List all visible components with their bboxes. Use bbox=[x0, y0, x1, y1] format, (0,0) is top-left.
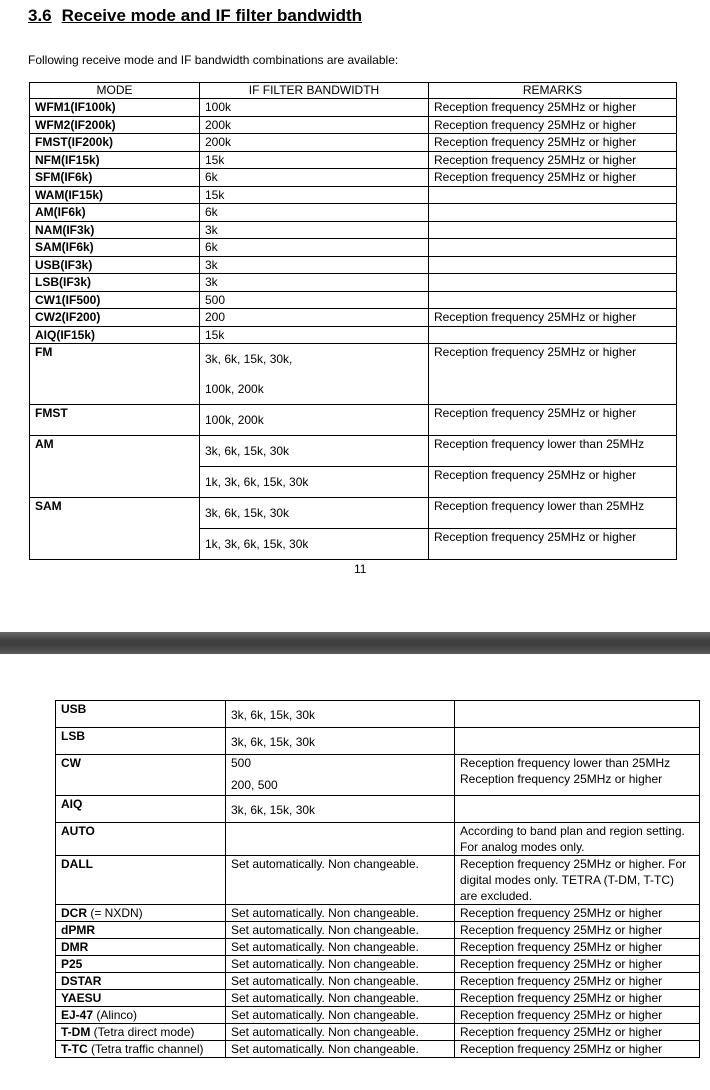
remark-cell: Reception frequency 25MHz or higher bbox=[429, 134, 677, 152]
mode-note: (Tetra direct mode) bbox=[90, 1025, 195, 1039]
table-row bbox=[30, 239, 677, 257]
bandwidth-cell: 1k, 3k, 6k, 15k, 30k bbox=[200, 529, 429, 560]
table-row bbox=[30, 151, 677, 169]
bandwidth-cell: 3k, 6k, 15k, 30k, bbox=[200, 344, 429, 375]
table-row bbox=[56, 905, 700, 922]
bandwidth-cell: 100k bbox=[200, 99, 429, 117]
mode-name: DSTAR bbox=[61, 974, 102, 988]
remark-cell bbox=[429, 221, 677, 239]
remark-cell: Reception frequency 25MHz or higher bbox=[429, 116, 677, 134]
mode-note: (= NXDN) bbox=[87, 906, 143, 920]
bandwidth-cell: Set automatically. Non changeable. bbox=[226, 922, 455, 939]
bandwidth-cell: 100k, 200k bbox=[200, 374, 429, 405]
remark-cell: Reception frequency 25MHz or higher bbox=[455, 1041, 700, 1058]
section-number: 3.6 bbox=[28, 6, 52, 25]
remark-cell: Reception frequency 25MHz or higher bbox=[429, 99, 677, 117]
bandwidth-cell: Set automatically. Non changeable. bbox=[226, 1007, 455, 1024]
bandwidth-cell: 6k bbox=[200, 169, 429, 187]
mode-bandwidth-table bbox=[29, 82, 677, 560]
bandwidth-cell: 200k bbox=[200, 116, 429, 134]
mode-note: (Tetra traffic channel) bbox=[87, 1042, 204, 1056]
bandwidth-cell: 6k bbox=[200, 204, 429, 222]
mode-name: dPMR bbox=[61, 923, 95, 937]
header-bandwidth: IF FILTER BANDWIDTH bbox=[200, 83, 429, 99]
remark-cell bbox=[455, 755, 700, 796]
remark-cell: Reception frequency 25MHz or higher bbox=[455, 973, 700, 990]
table-row bbox=[56, 823, 700, 856]
bandwidth-cell: 1k, 3k, 6k, 15k, 30k bbox=[200, 467, 429, 498]
table-row bbox=[30, 169, 677, 187]
table-row bbox=[30, 134, 677, 152]
table-row bbox=[30, 116, 677, 134]
table-row bbox=[30, 274, 677, 292]
bandwidth-cell: 6k bbox=[200, 239, 429, 257]
mode-cell: AIQ bbox=[56, 796, 226, 823]
remark-cell bbox=[429, 326, 677, 344]
remark-cell bbox=[429, 256, 677, 274]
mode-cell: FM bbox=[30, 344, 200, 405]
section-title: Receive mode and IF filter bandwidth bbox=[61, 6, 363, 25]
remark-cell: Reception frequency lower than 25MHz bbox=[429, 436, 677, 467]
table-row bbox=[30, 344, 677, 375]
remark-cell bbox=[455, 701, 700, 728]
remark-cell: Reception frequency 25MHz or higher bbox=[429, 467, 677, 498]
mode-name: P25 bbox=[61, 957, 83, 971]
remark-cell bbox=[429, 239, 677, 257]
bandwidth-cell: 3k bbox=[200, 274, 429, 292]
remark-cell: Reception frequency 25MHz or higher bbox=[455, 922, 700, 939]
mode-cell: SFM(IF6k) bbox=[30, 169, 200, 187]
table-row bbox=[56, 701, 700, 728]
remark-cell bbox=[455, 728, 700, 755]
bandwidth-cell: 200k bbox=[200, 134, 429, 152]
table-row bbox=[30, 256, 677, 274]
remark-cell: Reception frequency 25MHz or higher bbox=[455, 1007, 700, 1024]
remark-cell bbox=[455, 796, 700, 823]
mode-name: T-TC bbox=[61, 1042, 88, 1056]
bandwidth-cell: Set automatically. Non changeable. bbox=[226, 1024, 455, 1041]
remark-cell: Reception frequency 25MHz or higher bbox=[429, 529, 677, 560]
mode-cell bbox=[56, 922, 226, 939]
table-row bbox=[30, 221, 677, 239]
bandwidth-cell: Set automatically. Non changeable. bbox=[226, 956, 455, 973]
mode-cell: CW2(IF200) bbox=[30, 309, 200, 327]
mode-name: T-DM bbox=[61, 1025, 91, 1039]
mode-cell bbox=[56, 956, 226, 973]
mode-name: EJ-47 bbox=[61, 1008, 94, 1022]
remark-cell: Reception frequency 25MHz or higher bbox=[455, 905, 700, 922]
mode-cell: NAM(IF3k) bbox=[30, 221, 200, 239]
bandwidth-cell: 15k bbox=[200, 186, 429, 204]
bandwidth-cell: 3k, 6k, 15k, 30k bbox=[226, 796, 455, 823]
bandwidth-line: 500 bbox=[231, 756, 252, 770]
mode-note: (Alinco) bbox=[93, 1008, 138, 1022]
table-row bbox=[56, 796, 700, 823]
remark-cell: Reception frequency lower than 25MHz bbox=[429, 498, 677, 529]
bandwidth-cell: 100k, 200k bbox=[200, 405, 429, 436]
bandwidth-cell: Set automatically. Non changeable. bbox=[226, 856, 455, 905]
header-mode: MODE bbox=[30, 83, 200, 99]
table-row bbox=[56, 973, 700, 990]
remark-cell bbox=[429, 274, 677, 292]
mode-cell bbox=[56, 1024, 226, 1041]
table-row bbox=[30, 405, 677, 436]
header-remarks: REMARKS bbox=[429, 83, 677, 99]
bandwidth-cell: Set automatically. Non changeable. bbox=[226, 939, 455, 956]
bandwidth-cell: 3k, 6k, 15k, 30k bbox=[200, 498, 429, 529]
page-number: 11 bbox=[354, 562, 367, 576]
mode-cell: SAM bbox=[30, 498, 200, 560]
table-row bbox=[30, 291, 677, 309]
mode-cell: NFM(IF15k) bbox=[30, 151, 200, 169]
mode-bandwidth-table-continued bbox=[55, 700, 700, 1058]
table-row bbox=[56, 1024, 700, 1041]
table-row bbox=[56, 922, 700, 939]
table-row bbox=[56, 1007, 700, 1024]
mode-cell: AUTO bbox=[56, 823, 226, 856]
remark-cell bbox=[429, 186, 677, 204]
bandwidth-cell: Set automatically. Non changeable. bbox=[226, 990, 455, 1007]
mode-cell bbox=[56, 973, 226, 990]
mode-name: YAESU bbox=[61, 991, 102, 1005]
table-row bbox=[56, 755, 700, 796]
mode-cell: USB bbox=[56, 701, 226, 728]
mode-cell: WFM2(IF200k) bbox=[30, 116, 200, 134]
remark-cell: Reception frequency 25MHz or higher bbox=[455, 939, 700, 956]
mode-cell: USB(IF3k) bbox=[30, 256, 200, 274]
table-row bbox=[30, 204, 677, 222]
bandwidth-cell: 3k, 6k, 15k, 30k bbox=[200, 436, 429, 467]
remark-cell: Reception frequency 25MHz or higher bbox=[455, 956, 700, 973]
mode-cell: LSB(IF3k) bbox=[30, 274, 200, 292]
remark-cell: Reception frequency 25MHz or higher bbox=[429, 405, 677, 436]
bandwidth-cell: 3k, 6k, 15k, 30k bbox=[226, 701, 455, 728]
table-row bbox=[56, 856, 700, 905]
bandwidth-cell: Set automatically. Non changeable. bbox=[226, 973, 455, 990]
table-row bbox=[30, 436, 677, 467]
mode-cell: CW1(IF500) bbox=[30, 291, 200, 309]
table-row bbox=[56, 990, 700, 1007]
mode-name: DMR bbox=[61, 940, 89, 954]
remark-cell: According to band plan and region setting. For analog modes only. bbox=[455, 823, 700, 856]
table-row bbox=[30, 326, 677, 344]
bandwidth-cell: 15k bbox=[200, 326, 429, 344]
mode-cell: DALL bbox=[56, 856, 226, 905]
mode-cell: AM bbox=[30, 436, 200, 498]
mode-cell bbox=[56, 1041, 226, 1058]
bandwidth-line: 200, 500 bbox=[231, 778, 278, 792]
remark-cell: Reception frequency 25MHz or higher bbox=[455, 1024, 700, 1041]
remark-line: Reception frequency 25MHz or higher bbox=[460, 772, 663, 786]
remark-cell: Reception frequency 25MHz or higher bbox=[429, 169, 677, 187]
bandwidth-cell: 200 bbox=[200, 309, 429, 327]
remark-cell: Reception frequency 25MHz or higher bbox=[429, 309, 677, 327]
mode-name: DCR bbox=[61, 906, 87, 920]
bandwidth-cell bbox=[226, 823, 455, 856]
mode-cell: AM(IF6k) bbox=[30, 204, 200, 222]
table-row bbox=[56, 939, 700, 956]
table-row bbox=[30, 99, 677, 117]
mode-cell bbox=[56, 990, 226, 1007]
bandwidth-cell: 15k bbox=[200, 151, 429, 169]
bandwidth-cell: 3k bbox=[200, 221, 429, 239]
remark-line: Reception frequency lower than 25MHz bbox=[460, 756, 671, 770]
bandwidth-cell: Set automatically. Non changeable. bbox=[226, 1041, 455, 1058]
remark-cell: Reception frequency 25MHz or higher bbox=[429, 344, 677, 405]
mode-cell: CW bbox=[56, 755, 226, 796]
table-row bbox=[56, 728, 700, 755]
table-row bbox=[30, 186, 677, 204]
table-row bbox=[56, 956, 700, 973]
mode-cell: WAM(IF15k) bbox=[30, 186, 200, 204]
table-header-row bbox=[30, 83, 677, 99]
bandwidth-cell bbox=[226, 755, 455, 796]
bandwidth-cell: 3k, 6k, 15k, 30k bbox=[226, 728, 455, 755]
remark-cell: Reception frequency 25MHz or higher. For digital modes only. TETRA (T-DM, T-TC) are excluded. bbox=[455, 856, 700, 905]
bandwidth-cell: 500 bbox=[200, 291, 429, 309]
section-heading bbox=[28, 6, 362, 26]
mode-cell bbox=[56, 1007, 226, 1024]
bandwidth-cell: 3k bbox=[200, 256, 429, 274]
bandwidth-cell: Set automatically. Non changeable. bbox=[226, 905, 455, 922]
mode-cell bbox=[56, 905, 226, 922]
mode-cell: SAM(IF6k) bbox=[30, 239, 200, 257]
table-row bbox=[30, 498, 677, 529]
mode-cell: WFM1(IF100k) bbox=[30, 99, 200, 117]
intro-text: Following receive mode and IF bandwidth combinations are available: bbox=[28, 53, 399, 67]
mode-cell: AIQ(IF15k) bbox=[30, 326, 200, 344]
remark-cell: Reception frequency 25MHz or higher bbox=[455, 990, 700, 1007]
mode-cell bbox=[56, 939, 226, 956]
mode-cell: LSB bbox=[56, 728, 226, 755]
mode-cell: FMST(IF200k) bbox=[30, 134, 200, 152]
mode-cell: FMST bbox=[30, 405, 200, 436]
page-separator bbox=[0, 632, 710, 654]
table-row bbox=[30, 309, 677, 327]
remark-cell bbox=[429, 204, 677, 222]
remark-cell: Reception frequency 25MHz or higher bbox=[429, 151, 677, 169]
remark-cell bbox=[429, 291, 677, 309]
table-row bbox=[56, 1041, 700, 1058]
